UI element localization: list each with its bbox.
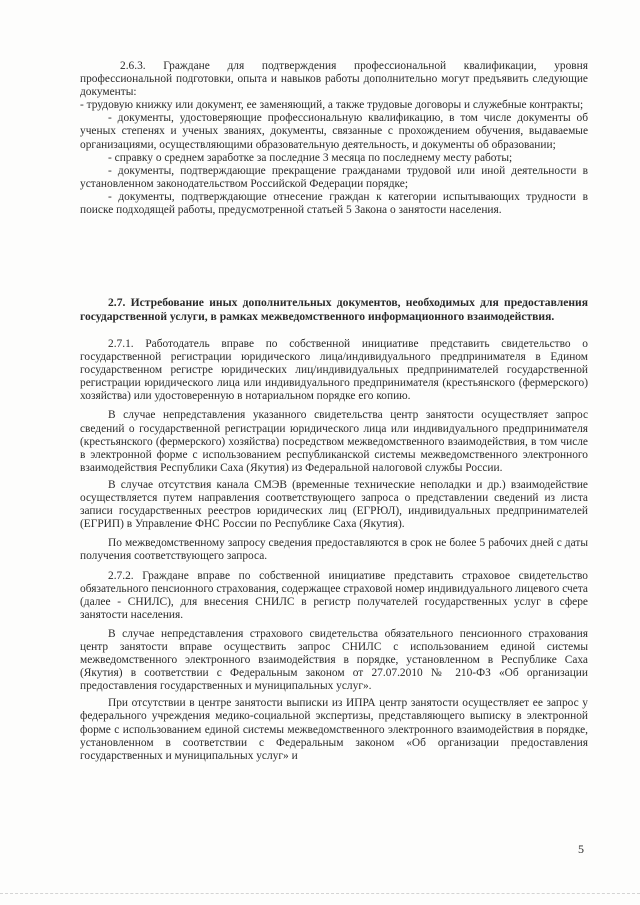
- paragraph-2-7-2: 2.7.2. Граждане вправе по собственной инициативе представить страховое свидетельство обязательного пенсионного страхования, содержащее страховой номер индивидуального лицевого счета (далее - СНИЛС), для внесения СНИЛС в регистр получателей государственных услуг в сфере занятости населения.: [80, 569, 588, 621]
- paragraph: В случае непредставления указанного свидетельства центр занятости осуществляет запрос сведений о государственной регистрации юридического лица или индивидуального предпринимателя (крестьянского (фермерского) хозяйства) посредством межведомственного взаимодействия, в том числе в электронной форме с использованием республиканской системы межведомственного электронного взаимодействия Республики Саха (Якутия) из Федеральной налоговой службы России.: [80, 409, 588, 474]
- list-item: - документы, удостоверяющие профессиональную квалификацию, в том числе документы об ученых степенях и ученых званиях, документы, связанные с прохождением обучения, выдаваемые организациями, осуществляющими образовательную деятельность, и документы об образовании;: [80, 112, 588, 151]
- scan-edge: [0, 893, 640, 895]
- section-2-6-3-intro: 2.6.3. Граждане для подтверждения профессиональной квалификации, уровня профессиональной подготовки, опыта и навыков работы дополнительно могут предъявить следующие документы:: [80, 60, 588, 99]
- paragraph: По межведомственному запросу сведения предоставляются в срок не более 5 рабочих дней с даты получения соответствующего запроса.: [80, 537, 588, 563]
- list-item: - документы, подтверждающие отнесение граждан к категории испытывающих трудности в поиске подходящей работы, предусмотренной статьей 5 Закона о занятости населения.: [80, 190, 588, 217]
- section-2-7-body: [80, 338, 588, 763]
- list-item: - трудовую книжку или документ, ее заменяющий, а также трудовые договоры и служебные контракты;: [80, 99, 584, 112]
- list-item: - справку о среднем заработке за последние 3 месяца по последнему месту работы;: [108, 151, 513, 164]
- paragraph-2-7-1: 2.7.1. Работодатель вправе по собственной инициативе представить свидетельство о государственной регистрации юридического лица/индивидуального предпринимателя в Едином государственном регистре юридических лиц/индивидуальных предпринимателей государственной регистрации юридического лица или индивидуального предпринимателя (крестьянского (фермерского) хозяйства) или удостоверенную в нотариальном порядке его копию.: [80, 338, 588, 403]
- page-number: 5: [578, 842, 584, 856]
- section-heading: 2.7. Истребование иных дополнительных документов, необходимых для предоставления государственной услуги, в рамках межведомственного информационного взаимодействия.: [80, 296, 588, 323]
- list-item: - документы, подтверждающие прекращение гражданами трудовой или иной деятельности в установленном законодательством Российской Федерации порядке;: [80, 164, 588, 190]
- section-2-7-heading-block: [80, 296, 588, 323]
- section-2-6-3: [80, 60, 588, 217]
- paragraph: В случае непредставления страхового свидетельства обязательного пенсионного страхования центр занятости вправе осуществить запрос СНИЛС с использованием единой системы межведомственного электронного взаимодействия в порядке, установленном в Республике Саха (Якутия) в соответствии с Федеральным законом от 27.07.2010 № 210-ФЗ «Об организации предоставления государственных и муниципальных услуг».: [80, 627, 588, 693]
- paragraph: В случае отсутствия канала СМЭВ (временные технические неполадки и др.) взаимодействие осуществляется путем направления соответствующего запроса о представлении сведений из листа записи государственных реестров юридических лиц (ЕГРЮЛ), индивидуальных предпринимателей (ЕГРИП) в Управление ФНС России по Республике Саха (Якутия).: [80, 478, 588, 531]
- paragraph: При отсутствии в центре занятости выписки из ИПРА центр занятости осуществляет ее запрос у федерального учреждения медико-социальной экспертизы, представляющего выписку в электронной форме с использованием единой системы межведомственного электронного взаимодействия в порядке, установленном в соответствии с Федеральным законом «Об организации предоставления государственных и муниципальных услуг» и: [80, 697, 588, 762]
